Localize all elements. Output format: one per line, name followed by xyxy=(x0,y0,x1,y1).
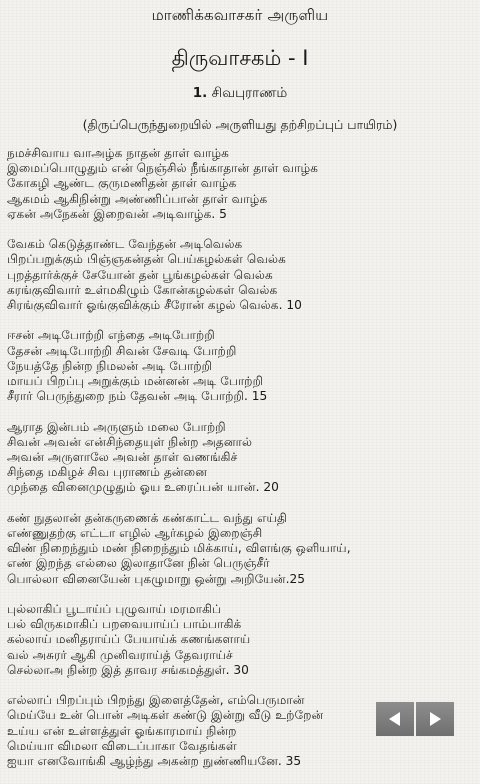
verse-body xyxy=(7,146,473,784)
chapter-name: சிவபுராணம் xyxy=(211,85,288,101)
verse-line: கோகழி ஆண்ட குருமணிதன் தாள் வாழ்க xyxy=(7,176,237,191)
verse-line: மாயப் பிறப்பு அறுக்கும் மன்னன் அடி போற்றி xyxy=(7,374,264,389)
verse-line: சிவன் அவன் என்சிந்தையுள் நின்ற அதனால் xyxy=(7,434,253,449)
stanza xyxy=(7,602,473,678)
verse-line: கரங்குவிவார் உள்மகிழும் கோன்கழல்கள் வெல்க xyxy=(7,282,278,297)
next-page-button[interactable] xyxy=(416,702,454,736)
triangle-left-icon xyxy=(386,710,404,728)
verse-line: எண் இறந்த எல்லை இலாதானே நின் பெருஞ்சீர் xyxy=(7,556,270,571)
verse-line: எல்லாப் பிறப்பும் பிறந்து இளைத்தேன், எம்பெருமான் xyxy=(7,693,305,708)
verse-line: அவன் அருளாலே அவன் தாள் வணங்கிச் xyxy=(7,450,238,465)
author-line: மாணிக்கவாசகர் அருளிய xyxy=(151,6,329,24)
stanza xyxy=(7,328,473,404)
verse-line: பிறப்பறுக்கும் பிஞ்ஞகன்தன் பெய்கழல்கள் வெல்க xyxy=(7,252,286,267)
verse-line: உய்ய என் உள்ளத்துள் ஓங்காரமாய் நின்ற xyxy=(7,723,237,738)
verse-line: முந்தை வினைமுழுதும் ஓய உரைப்பன் யான். 20 xyxy=(7,480,279,495)
verse-line: சிந்தை மகிழச் சிவ புராணம் தன்னை xyxy=(7,465,208,480)
stanza xyxy=(7,237,473,313)
verse-line: ஆராத இன்பம் அருளும் மலை போற்றி xyxy=(7,419,226,434)
chapter-note: (திருப்பெருந்துறையில் அருளியது தற்சிறப்புப் பாயிரம்) xyxy=(82,117,398,132)
verse-line: வல் அசுரர் ஆகி முனிவராய்த் தேவராய்ச் xyxy=(7,647,233,662)
chapter-number: 1. xyxy=(192,85,208,101)
verse-line: கண் நுதலான் தன்கருணைக் கண்காட்ட வந்து எய்தி xyxy=(7,510,287,525)
verse-line: ஈசன் அடிபோற்றி எந்தை அடிபோற்றி xyxy=(7,328,215,343)
verse-line: புல்லாகிப் பூடாய்ப் புழுவாய் மரமாகிப் xyxy=(7,602,222,617)
verse-line: இமைப்பொழுதும் என் நெஞ்சில் நீங்காதான் தாள் வாழ்க xyxy=(7,161,319,176)
verse-line: வேகம் கெடுத்தாண்ட வேந்தன் அடிவெல்க xyxy=(7,237,243,252)
chapter-title xyxy=(0,85,480,103)
page-navigation xyxy=(376,702,454,736)
verse-line: சிரங்குவிவார் ஓங்குவிக்கும் சீரோன் கழல் வெல்க. 10 xyxy=(7,298,302,313)
verse-line: பொல்லா வினையேன் புகழுமாறு ஒன்று அறியேன்.25 xyxy=(7,571,305,586)
verse-line: நேயத்தே நின்ற நிமலன் அடி போற்றி xyxy=(7,358,213,373)
verse-line: புறத்தார்க்குச் சேயோன் தன் பூங்கழல்கள் வெல்க xyxy=(7,267,273,282)
verse-line: ஆகமம் ஆகிநின்று அண்ணிப்பான் தாள் வாழ்க xyxy=(7,191,268,206)
verse-line: எண்ணுதற்கு எட்டா எழில் ஆர்கழல் இறைஞ்சி xyxy=(7,526,263,541)
verse-line: சீரார் பெருந்துறை நம் தேவன் அடி போற்றி. 15 xyxy=(7,389,268,404)
triangle-right-icon xyxy=(426,710,444,728)
verse-line: மெய்யா விமலா விடைப்பாகா வேதங்கள் xyxy=(7,738,237,753)
previous-page-button[interactable] xyxy=(376,702,414,736)
verse-line: பல் விருகமாகிப் பறவையாய்ப் பாம்பாகிக் xyxy=(7,617,242,632)
verse-line: கல்லாய் மனிதராய்ப் பேயாய்க் கணங்களாய் xyxy=(7,632,251,647)
verse-line: நமச்சிவாய வாஅழ்க நாதன் தாள் வாழ்க xyxy=(7,146,229,160)
verse-line: மெய்யே உன் பொன் அடிகள் கண்டு இன்று வீடு உற்றேன் xyxy=(7,708,324,723)
verse-line: ஐயா எனவோங்கி ஆழ்ந்து அகன்ற நுண்ணியனே. 35 xyxy=(7,754,302,769)
verse-line: ஏகன் அநேகன் இறைவன் அடிவாழ்க. 5 xyxy=(7,206,227,221)
verse-line: செல்லாஅ நின்ற இத் தாவர சங்கமத்துள். 30 xyxy=(7,662,249,677)
verse-line: தேசன் அடிபோற்றி சிவன் சேவடி போற்றி xyxy=(7,343,237,358)
stanza xyxy=(7,511,473,587)
verse-line: விண் நிறைந்தும் மண் நிறைந்தும் மிக்காய், விளங்கு ஒளியாய், xyxy=(7,541,351,556)
work-title: திருவாசகம் - I xyxy=(171,46,309,70)
stanza xyxy=(7,420,473,496)
stanza xyxy=(7,146,473,222)
